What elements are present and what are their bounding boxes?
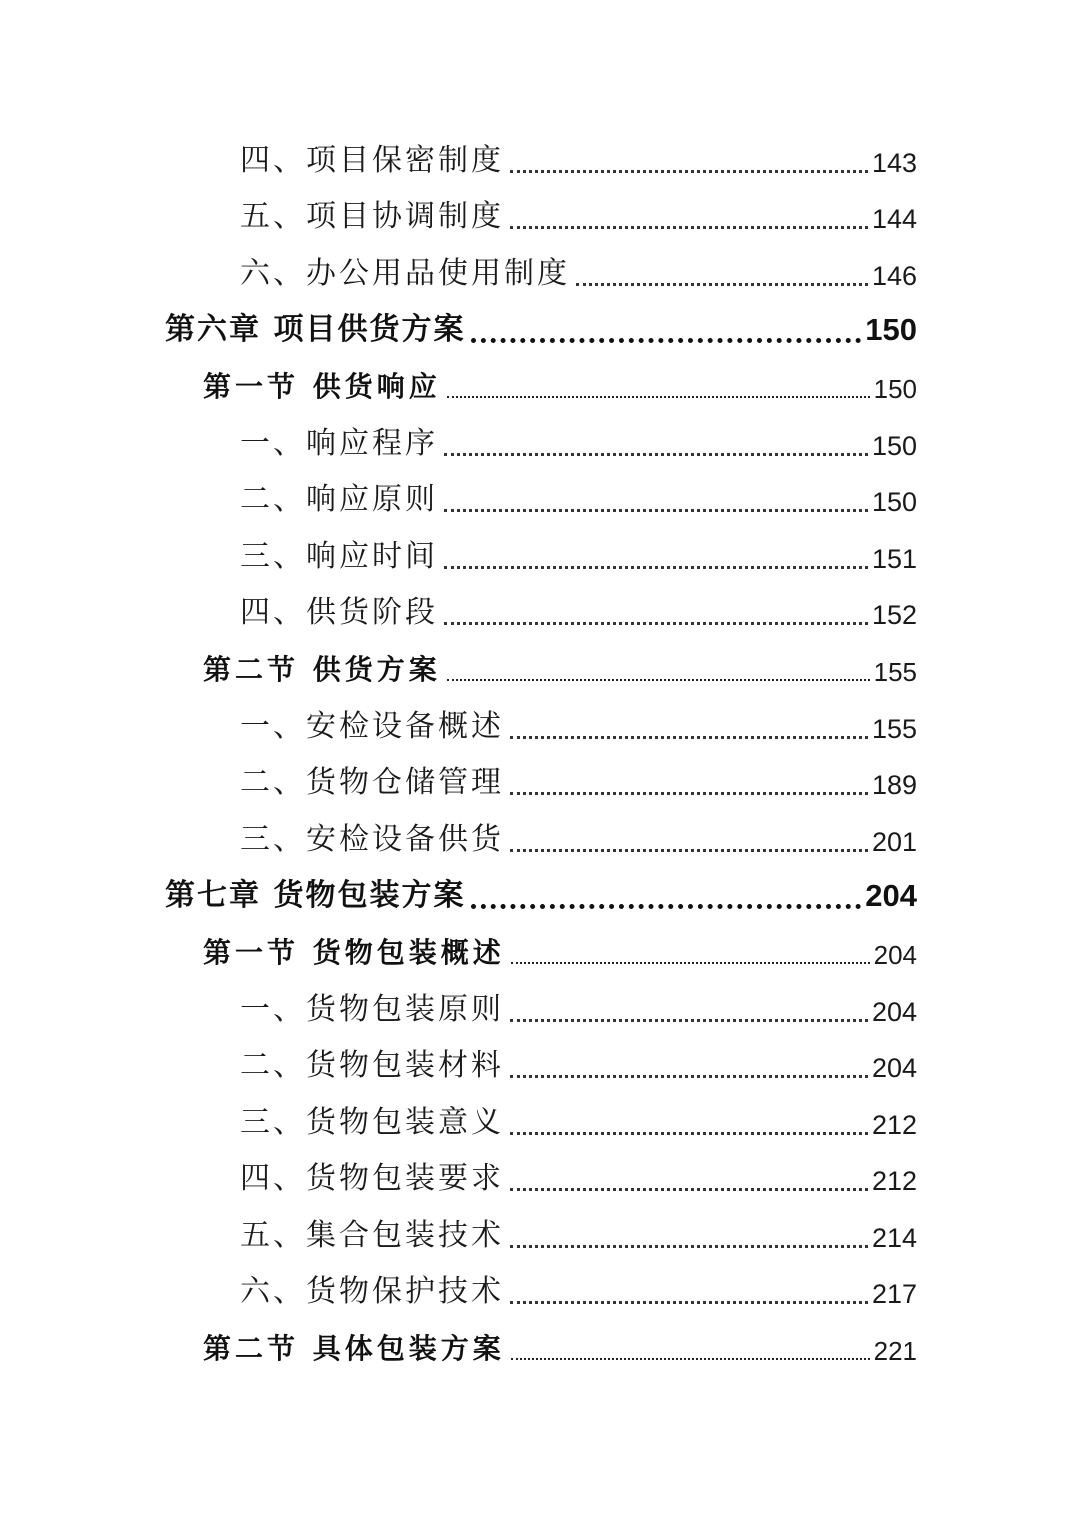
- toc-page-number: 152: [871, 600, 917, 631]
- toc-entry-title: 一、响应程序: [240, 425, 438, 461]
- toc-chapter-entry[interactable]: [0, 300, 1080, 357]
- toc-chapter-entry[interactable]: [0, 866, 1080, 923]
- toc-page-number: 204: [865, 878, 917, 914]
- toc-dot-leader: [510, 170, 868, 173]
- toc-dot-leader: [510, 849, 868, 852]
- toc-page-number: 143: [871, 147, 917, 178]
- toc-page-number: 214: [871, 1222, 917, 1253]
- toc-dot-leader: [444, 509, 868, 512]
- toc-dot-leader: [576, 283, 868, 286]
- toc-subsection-entry[interactable]: [0, 696, 1080, 753]
- toc-subsection-entry[interactable]: [0, 470, 1080, 527]
- toc-dot-leader: [444, 453, 868, 456]
- toc-subsection-entry[interactable]: [0, 243, 1080, 300]
- toc-subsection-entry[interactable]: [0, 1262, 1080, 1319]
- toc-dot-leader: [510, 1132, 868, 1135]
- toc-section-entry[interactable]: [0, 1318, 1080, 1375]
- table-of-contents: [0, 130, 1080, 1375]
- toc-entry-title: 四、项目保密制度: [240, 142, 504, 178]
- toc-page-number: 217: [871, 1279, 917, 1310]
- toc-subsection-entry[interactable]: [0, 753, 1080, 810]
- toc-page-number: 221: [873, 1336, 917, 1367]
- toc-page-number: 151: [871, 543, 917, 574]
- toc-subsection-entry[interactable]: [0, 1036, 1080, 1093]
- toc-subsection-entry[interactable]: [0, 413, 1080, 470]
- toc-section-entry[interactable]: [0, 639, 1080, 696]
- toc-dot-leader: [511, 962, 870, 964]
- toc-entry-title: 六、货物保护技术: [240, 1274, 504, 1310]
- toc-page-number: 155: [871, 713, 917, 744]
- toc-entry-title: 四、供货阶段: [240, 595, 438, 631]
- toc-entry-title: 五、项目协调制度: [240, 199, 504, 235]
- toc-subsection-entry[interactable]: [0, 526, 1080, 583]
- toc-page-number: 150: [871, 487, 917, 518]
- toc-dot-leader: [510, 736, 868, 739]
- toc-entry-title: 一、安检设备概述: [240, 708, 504, 744]
- toc-page-number: 150: [873, 373, 917, 404]
- toc-dot-leader: [471, 338, 861, 343]
- toc-page-number: 212: [871, 1109, 917, 1140]
- toc-entry-title: 第七章 货物包装方案: [165, 878, 466, 914]
- toc-page-number: 150: [871, 430, 917, 461]
- toc-section-entry[interactable]: [0, 922, 1080, 979]
- toc-subsection-entry[interactable]: [0, 1205, 1080, 1262]
- toc-subsection-entry[interactable]: [0, 1149, 1080, 1206]
- toc-page-number: 146: [871, 260, 917, 291]
- toc-dot-leader: [444, 566, 868, 569]
- toc-section-entry[interactable]: [0, 356, 1080, 413]
- toc-page-number: 150: [865, 312, 917, 348]
- toc-entry-title: 第二节 供货方案: [203, 652, 441, 686]
- toc-page-number: 189: [871, 770, 917, 801]
- toc-entry-title: 三、响应时间: [240, 538, 438, 574]
- toc-subsection-entry[interactable]: [0, 979, 1080, 1036]
- toc-page-number: 204: [871, 1053, 917, 1084]
- toc-entry-title: 三、安检设备供货: [240, 821, 504, 857]
- toc-dot-leader: [510, 792, 868, 795]
- toc-dot-leader: [510, 1245, 868, 1248]
- toc-subsection-entry[interactable]: [0, 187, 1080, 244]
- toc-entry-title: 四、货物包装要求: [240, 1161, 504, 1197]
- toc-entry-title: 三、货物包装意义: [240, 1104, 504, 1140]
- toc-entry-title: 一、货物包装原则: [240, 991, 504, 1027]
- toc-dot-leader: [511, 1358, 870, 1360]
- toc-entry-title: 二、响应原则: [240, 482, 438, 518]
- toc-page-number: 204: [873, 939, 917, 970]
- toc-dot-leader: [510, 1075, 868, 1078]
- toc-dot-leader: [444, 622, 868, 625]
- toc-subsection-entry[interactable]: [0, 1092, 1080, 1149]
- toc-dot-leader: [510, 1301, 868, 1304]
- toc-dot-leader: [447, 396, 870, 398]
- toc-entry-title: 二、货物仓储管理: [240, 765, 504, 801]
- toc-dot-leader: [510, 226, 868, 229]
- toc-entry-title: 第六章 项目供货方案: [165, 312, 466, 348]
- toc-entry-title: 第一节 货物包装概述: [203, 935, 505, 969]
- toc-subsection-entry[interactable]: [0, 130, 1080, 187]
- toc-page-number: 144: [871, 204, 917, 235]
- toc-page-number: 212: [871, 1166, 917, 1197]
- toc-dot-leader: [447, 679, 870, 681]
- toc-entry-title: 六、办公用品使用制度: [240, 255, 570, 291]
- toc-entry-title: 第二节 具体包装方案: [203, 1332, 505, 1366]
- toc-page-number: 155: [873, 656, 917, 687]
- toc-entry-title: 第一节 供货响应: [203, 369, 441, 403]
- toc-dot-leader: [510, 1188, 868, 1191]
- toc-page-number: 204: [871, 996, 917, 1027]
- toc-dot-leader: [510, 1019, 868, 1022]
- toc-page-number: 201: [871, 826, 917, 857]
- toc-entry-title: 二、货物包装材料: [240, 1048, 504, 1084]
- toc-subsection-entry[interactable]: [0, 809, 1080, 866]
- toc-dot-leader: [471, 904, 861, 909]
- toc-entry-title: 五、集合包装技术: [240, 1217, 504, 1253]
- toc-subsection-entry[interactable]: [0, 583, 1080, 640]
